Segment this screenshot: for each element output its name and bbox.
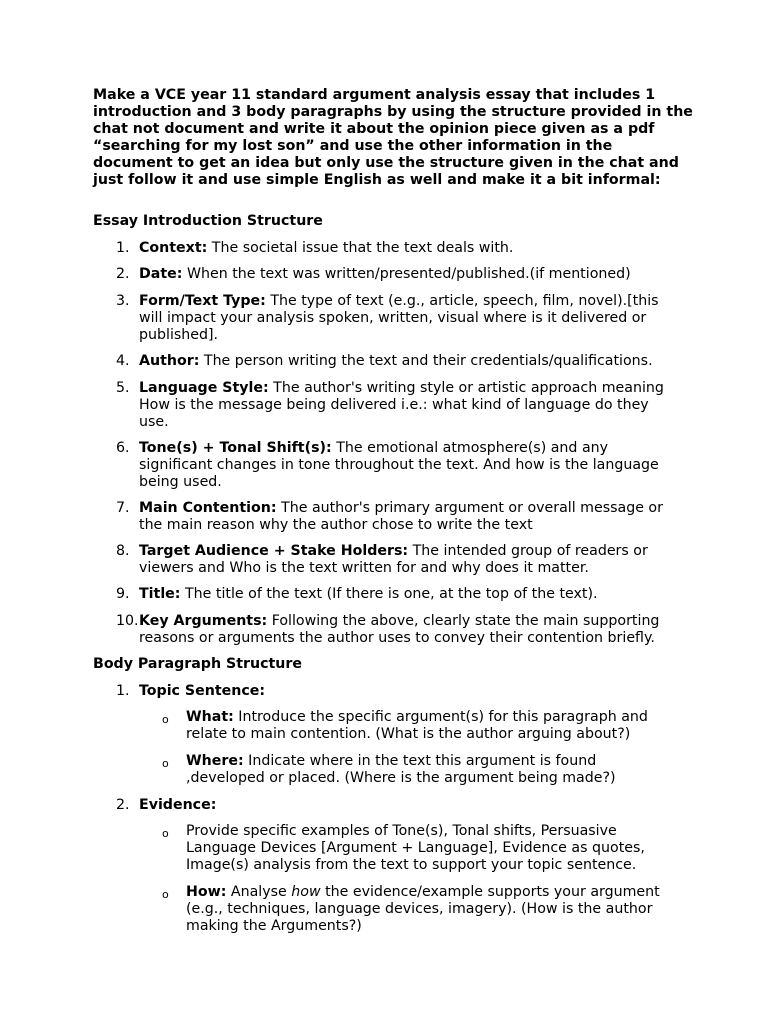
item-label: Key Arguments: bbox=[139, 613, 268, 629]
item-number: 2. bbox=[116, 266, 130, 282]
item-label: What: bbox=[186, 709, 234, 725]
item-text: Indicate where in the text this argument is found ,developed or placed. (Where is the argument being made?) bbox=[186, 753, 616, 786]
item-text: The person writing the text and their credentials/qualifications. bbox=[199, 353, 653, 369]
body-structure-heading: Body Paragraph Structure bbox=[93, 656, 302, 672]
item-number: 9. bbox=[116, 586, 130, 602]
item-text: the evidence/example supports your argument (e.g., techniques, language devices, imagery). (How is the author making the Arguments?) bbox=[186, 884, 660, 934]
item-number: 8. bbox=[116, 543, 130, 559]
item-text: The author's primary argument or overall message or the main reason why the author chose to write the text bbox=[139, 500, 663, 533]
item-number: 6. bbox=[116, 440, 130, 456]
item-number: 3. bbox=[116, 293, 130, 309]
item-label: Topic Sentence: bbox=[139, 683, 266, 699]
item-label: Author: bbox=[139, 353, 200, 369]
item-text: The intended group of readers or viewers and Who is the text written for and why does it matter. bbox=[139, 543, 648, 576]
intro-structure-heading: Essay Introduction Structure bbox=[93, 213, 323, 229]
item-label: Tone(s) + Tonal Shift(s): bbox=[139, 440, 332, 456]
bullet-marker: o bbox=[162, 827, 169, 840]
item-label: How: bbox=[186, 884, 227, 900]
item-label: Language Style: bbox=[139, 380, 269, 396]
item-number: 4. bbox=[116, 353, 130, 369]
item-text: Provide specific examples of Tone(s), Tonal shifts, Persuasive Language Devices [Argument + Language], Evidence as quotes, Image(s) analysis from the text to support your topic sentence. bbox=[186, 823, 645, 873]
item-text: The type of text (e.g., article, speech, film, novel).[this will impact your analysis spoken, written, visual where is it delivered or published]. bbox=[139, 293, 659, 343]
bullet-marker: o bbox=[162, 888, 169, 901]
item-label: Where: bbox=[186, 753, 244, 769]
item-label: Main Contention: bbox=[139, 500, 277, 516]
bullet-marker: o bbox=[162, 713, 169, 726]
emphasis-text: how bbox=[291, 884, 321, 900]
item-label: Evidence: bbox=[139, 797, 217, 813]
item-label: Date: bbox=[139, 266, 183, 282]
item-text: The societal issue that the text deals with. bbox=[207, 240, 514, 256]
item-label: Form/Text Type: bbox=[139, 293, 266, 309]
item-number: 7. bbox=[116, 500, 130, 516]
item-text: When the text was written/presented/published.(if mentioned) bbox=[182, 266, 631, 282]
item-label: Context: bbox=[139, 240, 208, 256]
item-text: The title of the text (If there is one, at the top of the text). bbox=[180, 586, 598, 602]
item-text: Introduce the specific argument(s) for this paragraph and relate to main contention. (What is the author arguing about?) bbox=[186, 709, 648, 742]
item-label: Title: bbox=[139, 586, 181, 602]
item-text: The emotional atmosphere(s) and any significant changes in tone throughout the text. And how is the language being used. bbox=[139, 440, 659, 490]
item-text: Analyse bbox=[226, 884, 292, 900]
bullet-marker: o bbox=[162, 757, 169, 770]
item-number: 5. bbox=[116, 380, 130, 396]
prompt-paragraph: Make a VCE year 11 standard argument analysis essay that includes 1 introduction and 3 body paragraphs by using the structure provided in the chat not document and write it about the opinion piece given as a pdf “searching for my lost son” and use the other information in the document to get an idea but only use the structure given in the chat and just follow it and use simple English as well and make it a bit informal: bbox=[93, 87, 693, 188]
item-number: 1. bbox=[116, 240, 130, 256]
item-number: 1. bbox=[116, 683, 130, 699]
item-text: The author's writing style or artistic approach meaning How is the message being delivered i.e.: what kind of language do they use. bbox=[139, 380, 664, 430]
item-number: 2. bbox=[116, 797, 130, 813]
item-text: Following the above, clearly state the main supporting reasons or arguments the author uses to convey their contention briefly. bbox=[139, 613, 660, 646]
item-number: 10. bbox=[116, 613, 139, 629]
item-label: Target Audience + Stake Holders: bbox=[139, 543, 409, 559]
